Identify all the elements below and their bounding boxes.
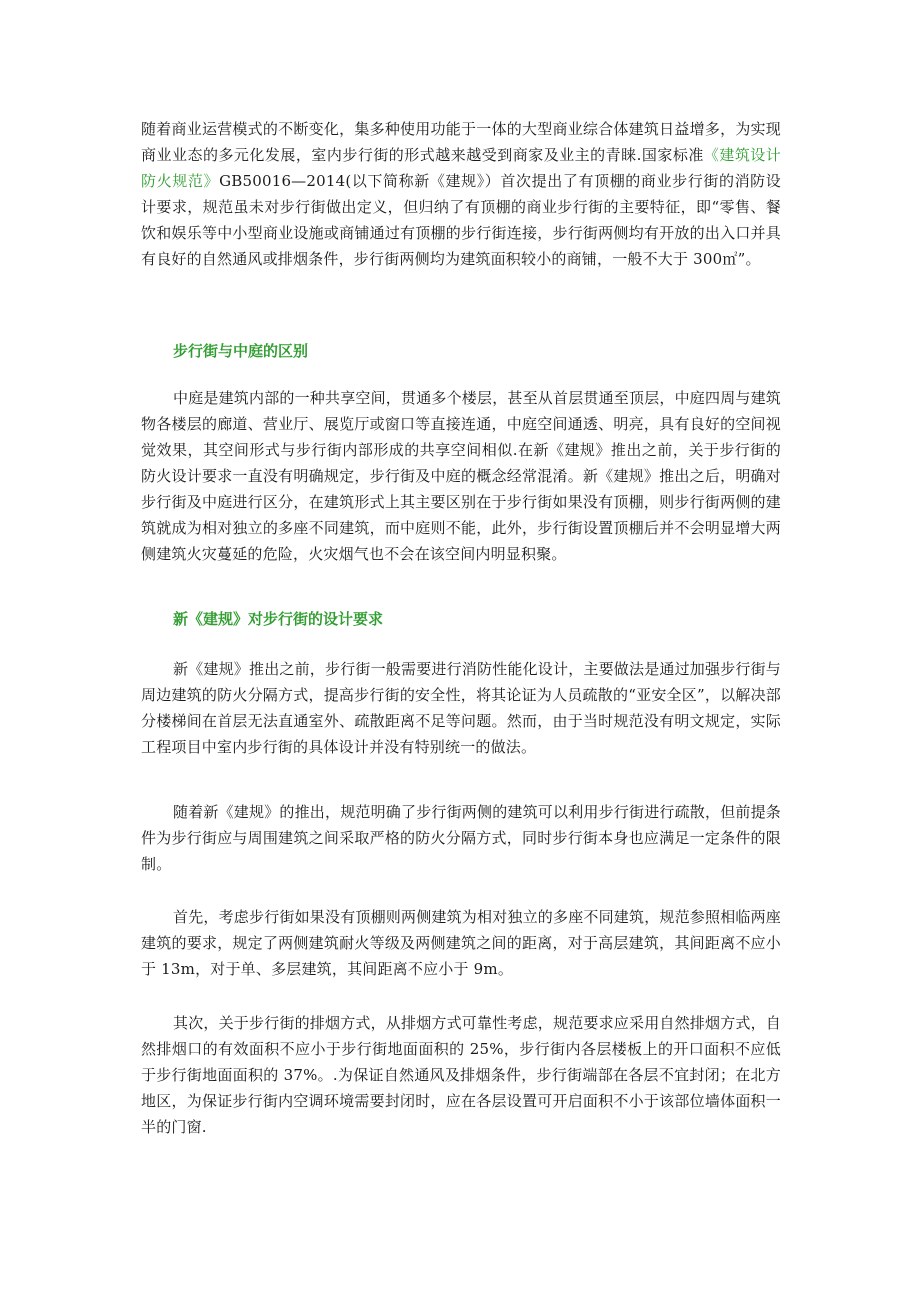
evacuation-paragraph: 随着新《建规》的推出，规范明确了步行街两侧的建筑可以利用步行街进行疏散，但前提条件为步行街应与周围建筑之间采取严格的防火分隔方式，同时步行街本身也应满足一定条件的限制。 xyxy=(141,803,782,873)
section-heading-pedestrian-street-vs-atrium: 步行街与中庭的区别 xyxy=(173,342,309,360)
intro-text-after-link: GB50016—2014(以下简称新《建规》）首次提出了有顶棚的商业步行街的消防设计要求，规范虽未对步行街做出定义，但归纳了有顶棚的商业步行街的主要特征，即“零售、餐饮和娱乐等中小型商业设施或商铺通过有顶棚的步行街连接，步行街两侧均有开放的出入口并具有良好的自然通风或排烟条件，步行街两侧均为建筑面积较小的商铺，一般不大于 300㎡”。 xyxy=(141,172,781,268)
building-distance-paragraph: 首先，考虑步行街如果没有顶棚则两侧建筑为相对独立的多座不同建筑，规范参照相临两座建筑的要求，规定了两侧建筑耐火等级及两侧建筑之间的距离，对于高层建筑，其间距离不应小于 13m，对于单、多层建筑，其间距离不应小于 9m。 xyxy=(141,908,782,978)
atrium-paragraph: 中庭是建筑内部的一种共享空间，贯通多个楼层，甚至从首层贯通至顶层，中庭四周与建筑物各楼层的廊道、营业厅、展览厅或窗口等直接连通，中庭空间通透、明亮，具有良好的空间视觉效果，其空间形式与步行街内部形成的共享空间相似.在新《建规》推出之前，关于步行街的防火设计要求一直没有明确规定，步行街及中庭的概念经常混淆。新《建规》推出之后，明确对步行街及中庭进行区分，在建筑形式上其主要区别在于步行街如果没有顶棚，则步行街两侧的建筑就成为相对独立的多座不同建筑，而中庭则不能，此外，步行街设置顶棚后并不会明显增大两侧建筑火灾蔓延的危险，火灾烟气也不会在该空间内明显积聚。 xyxy=(141,389,782,563)
intro-paragraph xyxy=(141,116,781,272)
performance-design-paragraph: 新《建规》推出之前，步行街一般需要进行消防性能化设计，主要做法是通过加强步行街与周边建筑的防火分隔方式，提高步行街的安全性，将其论证为人员疏散的“亚安全区”，以解决部分楼梯间在首层无法直通室外、疏散距离不足等问题。然而，由于当时规范没有明文规定，实际工程项目中室内步行街的具体设计并没有特别统一的做法。 xyxy=(141,660,782,756)
gb50016-standard-link[interactable]: 《建筑设计防火规范》 xyxy=(141,146,781,190)
smoke-exhaust-paragraph: 其次，关于步行街的排烟方式，从排烟方式可靠性考虑，规范要求应采用自然排烟方式，自然排烟口的有效面积不应小于步行街地面面积的 25%，步行街内各层楼板上的开口面积不应低于步行街地面面积的 37%。.为保证自然通风及排烟条件，步行街端部在各层不宜封闭；在北方地区，为保证步行街内空调环境需要封闭时，应在各层设置可开启面积不小于该部位墙体面积一半的门窗. xyxy=(141,1014,782,1136)
section-heading-design-requirements: 新《建规》对步行街的设计要求 xyxy=(173,610,384,628)
intro-text-before-link: 随着商业运营模式的不断变化，集多种使用功能于一体的大型商业综合体建筑日益增多，为实现商业业态的多元化发展，室内步行街的形式越来越受到商家及业主的青睐.国家标准 xyxy=(141,120,781,164)
